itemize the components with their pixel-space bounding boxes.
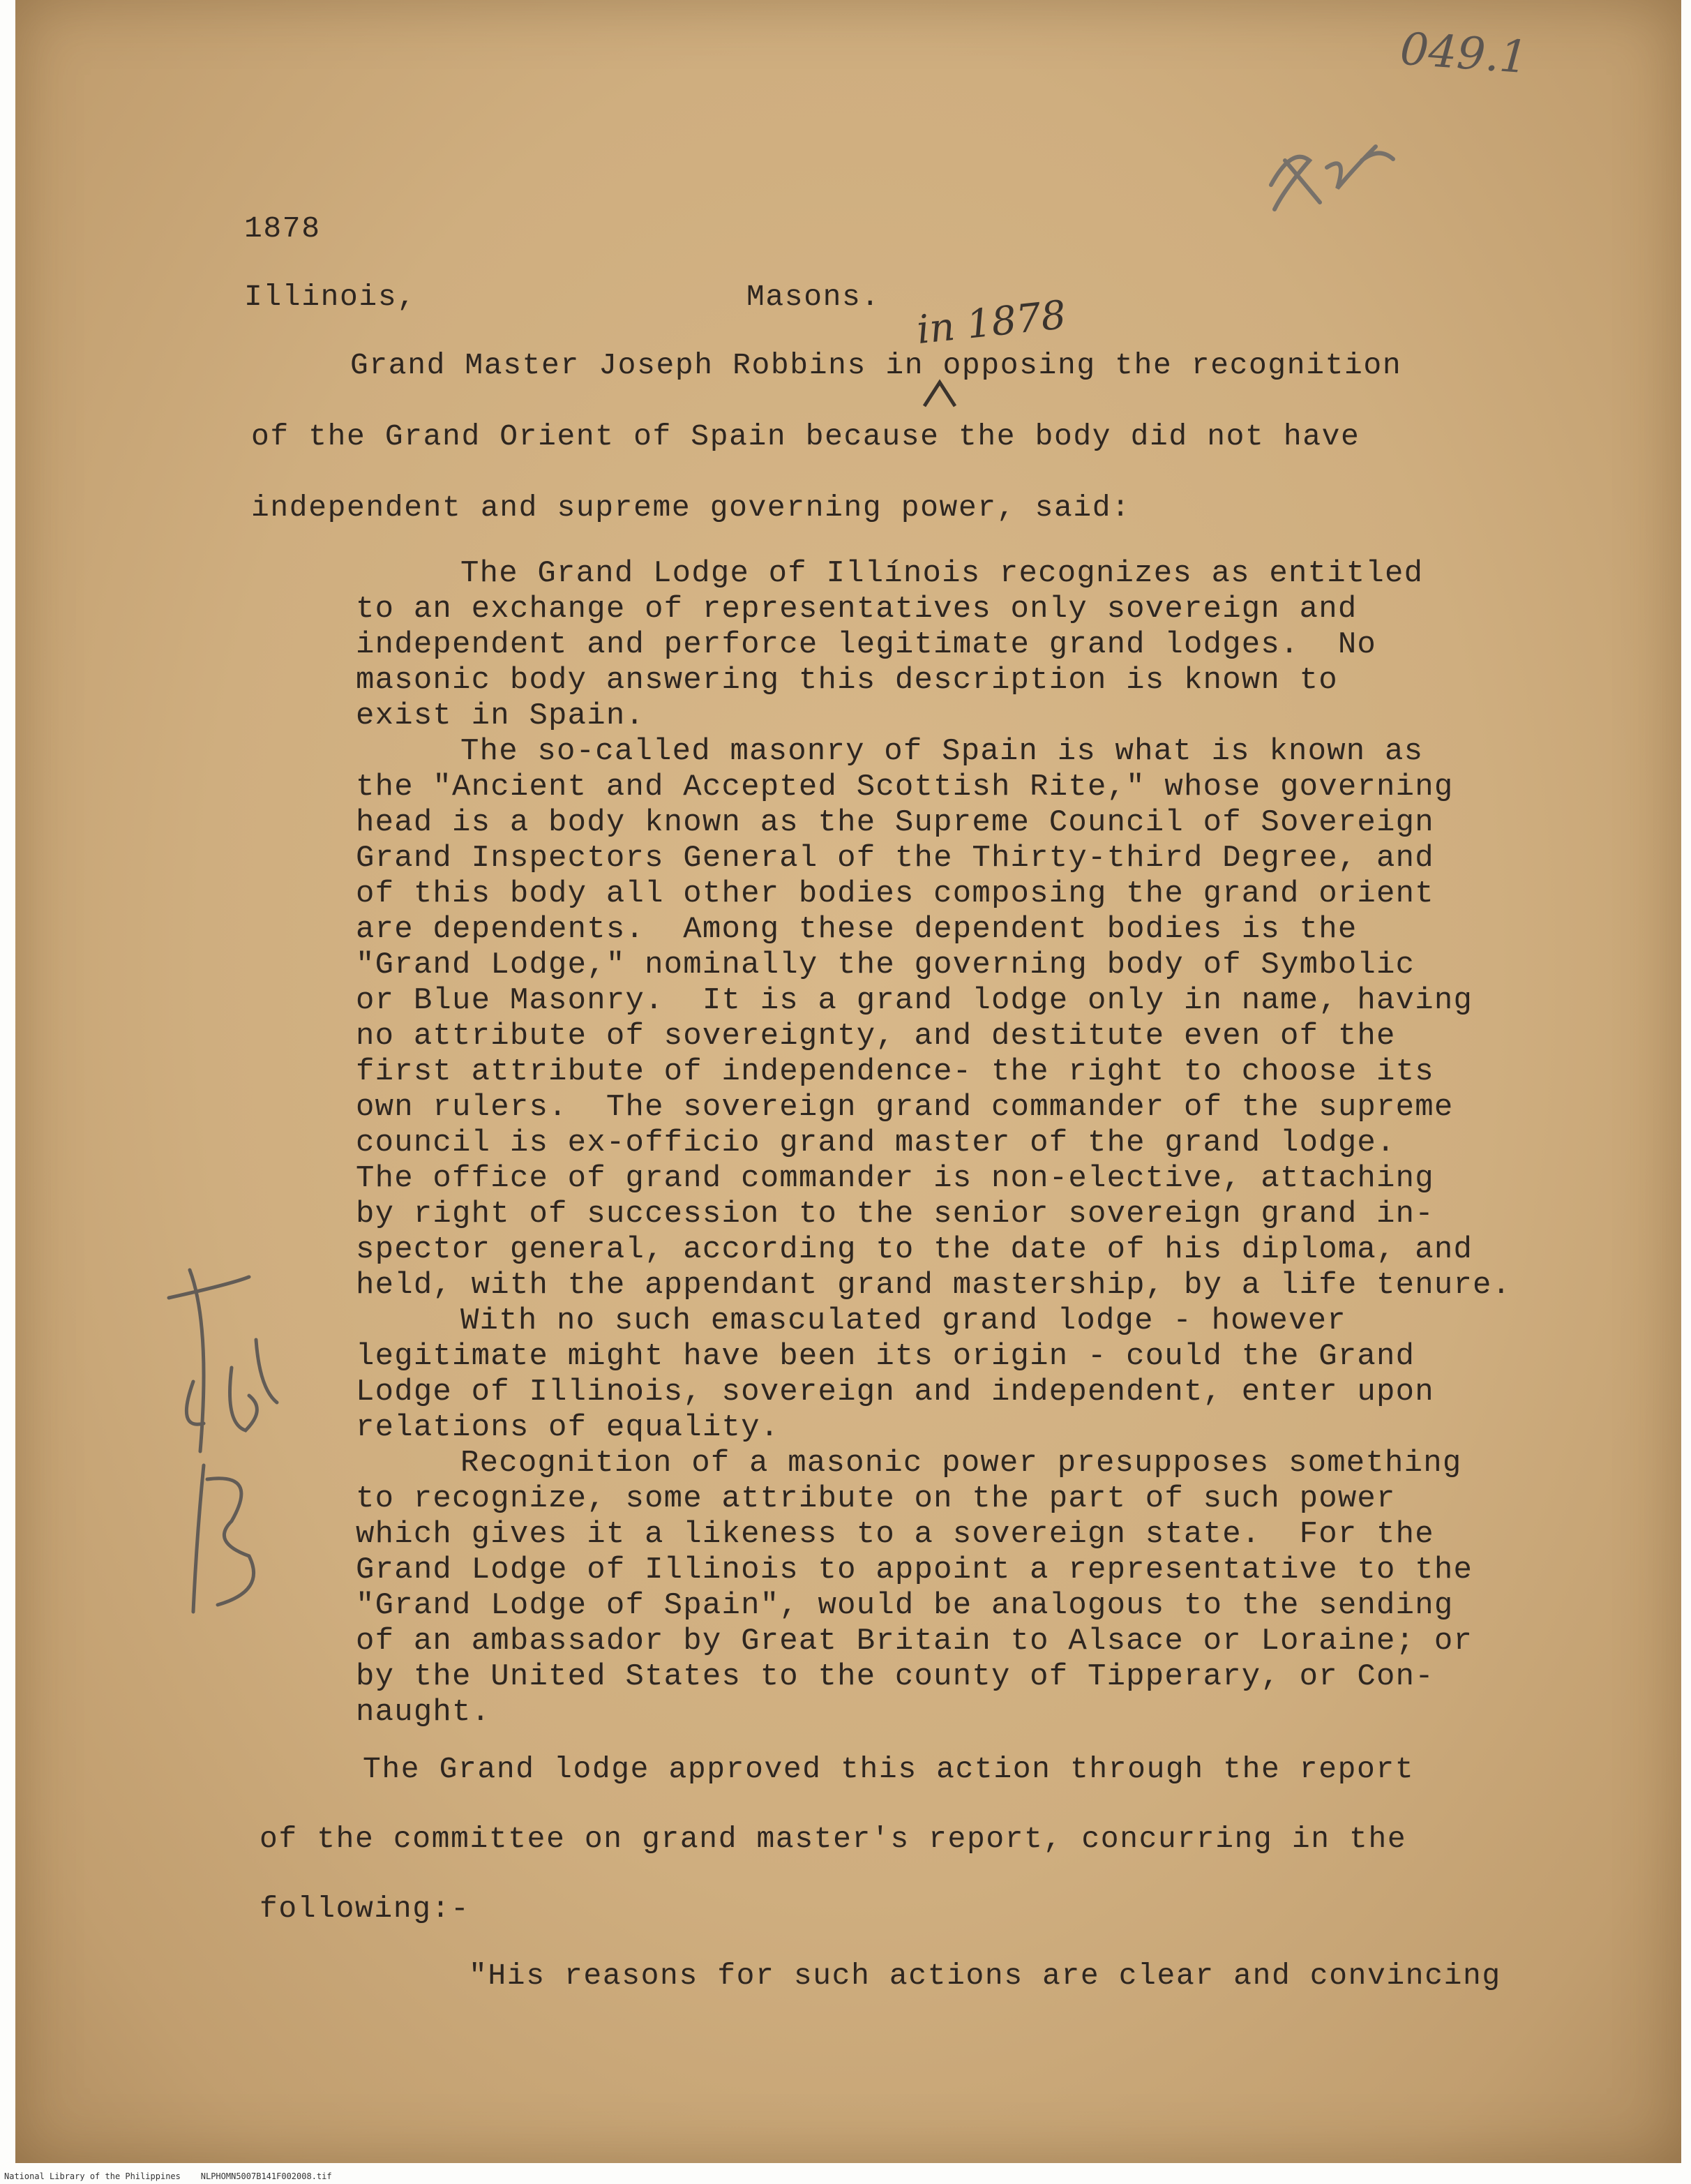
quote-line: legitimate might have been its origin - could the Grand — [356, 1339, 1415, 1374]
quote-line: or Blue Masonry. It is a grand lodge only in name, having — [356, 983, 1473, 1018]
closing-line: The Grand lodge approved this action through the report — [363, 1752, 1415, 1786]
quote-line: With no such emasculated grand lodge - however — [460, 1303, 1346, 1338]
quote-line: exist in Spain. — [356, 698, 645, 733]
quote-line: naught. — [356, 1695, 491, 1730]
intro-line: Grand Master Joseph Robbins in opposing the recognition — [350, 348, 1402, 382]
document-page — [15, 0, 1681, 2163]
quote-line: to recognize, some attribute on the part of such power — [356, 1481, 1396, 1516]
quote-line: spector general, according to the date of his diploma, and — [356, 1232, 1473, 1267]
quote-line: The Grand Lodge of Illínois recognizes as entitled — [460, 556, 1424, 591]
document-state: Illinois, — [244, 280, 416, 314]
quote-line: to an exchange of representatives only sovereign and — [356, 592, 1358, 627]
quote-line: head is a body known as the Supreme Council of Sovereign — [356, 805, 1434, 840]
scan-footer: National Library of the Philippines NLPHOMN5007B141F002008.tif — [4, 2171, 332, 2181]
quote-line: of an ambassador by Great Britain to Alsace or Loraine; or — [356, 1624, 1473, 1659]
quote-line: council is ex-officio grand master of the grand lodge. — [356, 1125, 1396, 1160]
document-subject: Masons. — [746, 280, 880, 314]
quote-line: "Grand Lodge," nominally the governing body of Symbolic — [356, 948, 1415, 982]
document-year: 1878 — [244, 211, 321, 246]
quote-line: the "Ancient and Accepted Scottish Rite," whose governing — [356, 770, 1454, 805]
quote-line: which gives it a likeness to a sovereign state. For the — [356, 1517, 1434, 1552]
final-quote-line: "His reasons for such actions are clear and convincing — [469, 1959, 1501, 1993]
quote-line: independent and perforce legitimate grand lodges. No — [356, 627, 1377, 662]
quote-line: no attribute of sovereignty, and destitute even of the — [356, 1019, 1396, 1054]
quote-line: own rulers. The sovereign grand commander of the supreme — [356, 1090, 1454, 1125]
quote-line: first attribute of independence- the right to choose its — [356, 1054, 1434, 1089]
quote-line: The so-called masonry of Spain is what is known as — [460, 734, 1424, 769]
intro-line: independent and supreme governing power, said: — [251, 491, 1131, 525]
intro-line: of the Grand Orient of Spain because the body did not have — [251, 419, 1360, 454]
quote-line: are dependents. Among these dependent bodies is the — [356, 912, 1358, 947]
quote-line: Grand Inspectors General of the Thirty-third Degree, and — [356, 841, 1434, 876]
quote-line: relations of equality. — [356, 1410, 780, 1445]
quote-line: by right of succession to the senior sovereign grand in- — [356, 1197, 1434, 1232]
handwritten-page-number: 049.1 — [1398, 23, 1530, 84]
handwritten-insertion: in 1878 — [915, 292, 1069, 354]
quote-line: The office of grand commander is non-elective, attaching — [356, 1161, 1434, 1196]
quote-line: masonic body answering this description is known to — [356, 663, 1338, 698]
quote-line: Lodge of Illinois, sovereign and independent, enter upon — [356, 1375, 1434, 1409]
quote-line: of this body all other bodies composing the grand orient — [356, 876, 1434, 911]
closing-line: of the committee on grand master's report, concurring in the — [260, 1822, 1407, 1856]
closing-line: following:- — [260, 1892, 470, 1926]
quote-line: "Grand Lodge of Spain", would be analogous to the sending — [356, 1588, 1454, 1623]
quote-line: Grand Lodge of Illinois to appoint a representative to the — [356, 1553, 1473, 1587]
handwritten-file-mark — [127, 1242, 308, 1633]
quote-line: held, with the appendant grand mastership, by a life tenure. — [356, 1268, 1512, 1303]
quote-line: by the United States to the county of Tipperary, or Con- — [356, 1659, 1434, 1694]
quote-line: Recognition of a masonic power presupposes something — [460, 1446, 1462, 1481]
handwritten-initials-mark — [1243, 119, 1425, 223]
